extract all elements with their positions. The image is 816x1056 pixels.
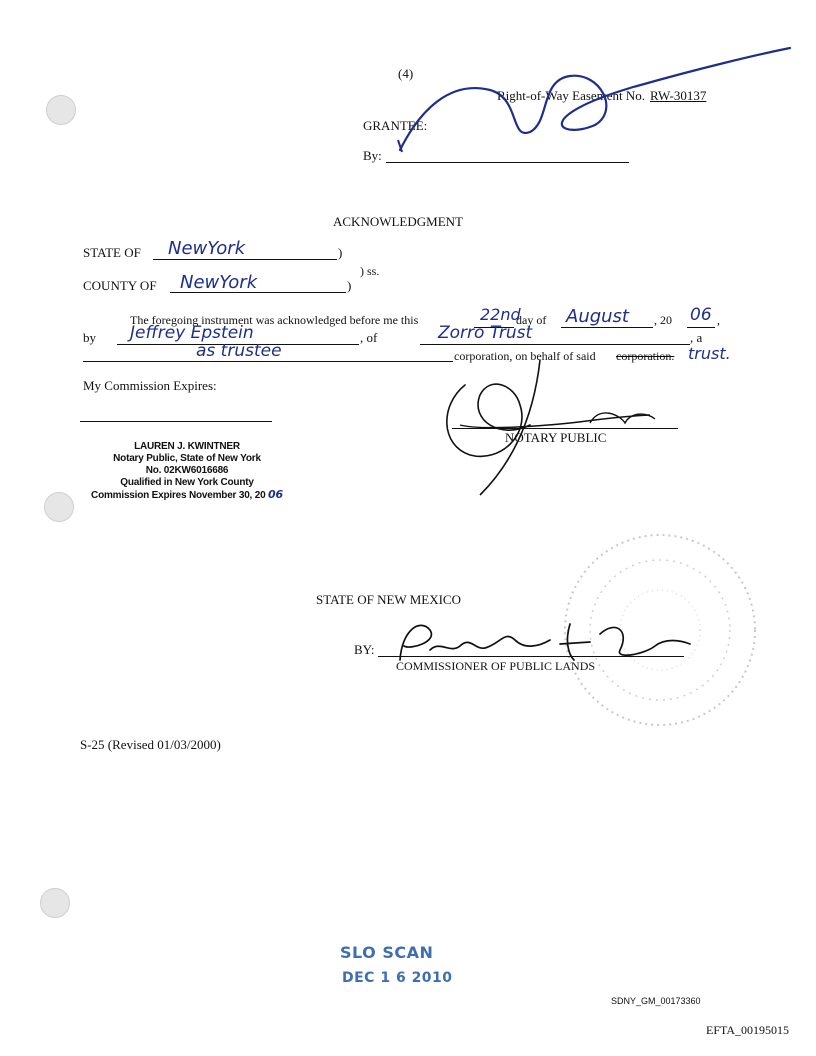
month-value: August — [566, 306, 629, 327]
notary-stamp-line2: Notary Public, State of New York — [113, 453, 261, 464]
notary-signature-line — [452, 428, 678, 429]
year-value: 06 — [690, 305, 712, 325]
corporation-strike: corporation. — [616, 349, 675, 363]
punch-hole-middle — [44, 492, 74, 522]
notary-stamp-line4: Qualified in New York County — [120, 477, 254, 488]
notary-public-label: NOTARY PUBLIC — [505, 430, 607, 445]
county-label: COUNTY OF — [83, 278, 157, 293]
of-label: , of — [360, 330, 378, 345]
notary-stamp — [82, 441, 292, 502]
state-value: NewYork — [168, 238, 246, 259]
notary-stamp-line3: No. 02KW6016686 — [145, 465, 229, 476]
grantee-by-label: By: — [363, 148, 382, 163]
notary-stamp-year: 06 — [268, 488, 283, 501]
commission-label: My Commission Expires: — [83, 378, 217, 393]
punch-hole-top — [46, 95, 76, 125]
entity-value: Zorro Trust — [438, 323, 533, 343]
easement-label: Right-of-Way Easement No. — [497, 88, 646, 103]
commissioner-by-label: BY: — [354, 642, 375, 657]
bates-number-efta: EFTA_00195015 — [706, 1023, 790, 1037]
acknowledged-sentence: The foregoing instrument was acknowledged before me this — [130, 313, 419, 327]
by-label: by — [83, 330, 96, 345]
day-of-label: day of — [516, 313, 547, 327]
commissioner-label: COMMISSIONER OF PUBLIC LANDS — [396, 659, 596, 673]
punch-hole-bottom — [40, 888, 70, 918]
acknowledgment-title: ACKNOWLEDGMENT — [333, 214, 463, 229]
form-number: S-25 (Revised 01/03/2000) — [80, 737, 221, 752]
scan-stamp-title: SLO SCAN — [340, 943, 434, 962]
grantee-signature — [380, 40, 800, 170]
trust-value: trust. — [688, 344, 731, 363]
page-number: (4) — [398, 66, 414, 81]
commission-line — [80, 421, 272, 422]
state-paren: ) — [338, 245, 343, 260]
county-value: NewYork — [180, 272, 258, 293]
day-value: 22nd — [480, 305, 521, 324]
year-line — [687, 327, 715, 328]
notary-stamp-line5: Commission Expires November 30, 20 — [91, 490, 266, 501]
scan-stamp-date: DEC 1 6 2010 — [342, 970, 453, 986]
ss-label: ) ss. — [360, 264, 380, 278]
bates-number-sdny: SDNY_GM_00173360 — [611, 996, 701, 1006]
state-new-mexico-title: STATE OF NEW MEXICO — [316, 592, 461, 607]
month-line — [561, 327, 653, 328]
easement-number: RW-30137 — [650, 88, 707, 103]
as-line — [83, 361, 453, 362]
county-paren: ) — [347, 278, 352, 293]
as-value: as trustee — [196, 341, 282, 361]
corporation-text: corporation, on behalf of said — [454, 349, 596, 363]
grantee-label: GRANTEE: — [363, 118, 428, 133]
state-label: STATE OF — [83, 245, 141, 260]
a-label: , a — [690, 330, 703, 345]
state-line — [153, 259, 337, 260]
name-value: Jeffrey Epstein — [130, 323, 254, 343]
year-prefix: , 20 — [654, 313, 672, 327]
notary-stamp-name: LAUREN J. KWINTNER — [134, 441, 240, 452]
year-comma: , — [717, 313, 720, 327]
